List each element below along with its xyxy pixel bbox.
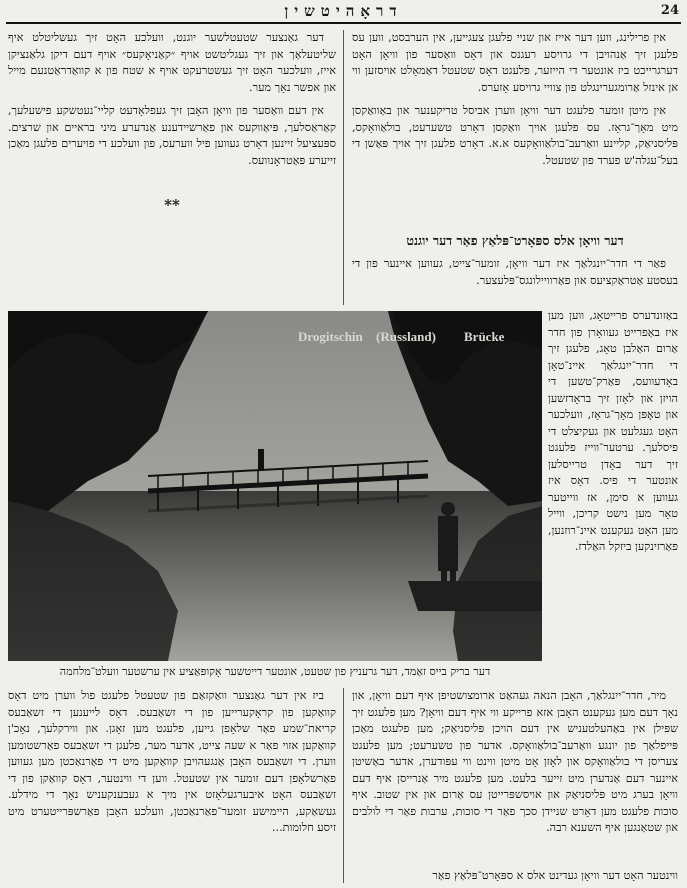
header-rule [6, 22, 681, 24]
column-divider-top [343, 30, 344, 305]
photo-caption-text-mid: (Russland) [376, 329, 436, 344]
photo-caption: דער בריק בייס זאַמד, דער גרעניץ פון שטעט, אונטער דייטשער אָקופּאַציע אין ערשטער וועלט־מלחמה [59, 665, 491, 678]
left-column-bottom [8, 688, 336, 844]
page-number: 24 [660, 3, 679, 18]
photo-boat [408, 581, 542, 611]
photo-caption-text-right: Brücke [464, 329, 505, 344]
continuation-line: ווינטער האָט דער וויאָן געדינט אלס א ספּאָרט־פּלאַץ פאַר [432, 869, 678, 882]
paragraph: אין פרילינג, ווען דער אייז און שניי פלעגן צעגייען, אין הערבסט, ווען עס פלעגן זיך אַנהויבן די גרויסע רעגנס און דאָס וואַסער פון וויאָן האָט דערגרייכט ביז אונטער די הייזער, פלעגט דאָס שטעטל דאַמאָלט אויסזען ווי אן אינזל אַרומגערינגלט פון צוויי גרויסע אָזערס. [352, 31, 678, 94]
photo-wrap-text: באַזונדערס פרייטאָג, ווען מען איז באַפרייט געוואָרן פון חדר אַרום האַלבן טאָג, פלעגן זיך די חדר־ייִנגלאַך איינ־טאָן באָדעוועס, פּאַרק־טשען די הויזן און לאָזן זיך בראָדזשען און טאָפּן מאָך־גראָז, וועלכער האָט געגלעט און געקיצלט די פיסלעך. ערטער־ווייז פלעגט זיך דער באָדן טרייסלען אונטער די פיס. דאָס איז געווען א סימן, אז ווייטער טאָר מען נישט קריכן, ווייל מען האָט געקענט איינ־רוזנען, פאַרזינקען ביזקל האַלדז. [548, 309, 678, 553]
running-head [8, 2, 679, 22]
column-divider-bottom [343, 688, 344, 883]
right-column-bottom [352, 688, 678, 844]
bridge-photo [8, 311, 542, 661]
section-break-stars: ** [164, 196, 180, 214]
photo-caption-text-left: Drogitschin [298, 329, 363, 344]
paragraph: אין דעם וואַסער פון וויאָן האָבן זיך געפלאָדעט קליי־נעטשקע פישעלעך, קאַראַסלעך, פּיאַווקעס און פאַרשיידענע אַנדערע מיני בראיים און שרצים. ספּעציעל זיינען דאָרט געווען פיל ווערעס, פון וועלכע די פויערים פלעגן מאַכן זייערע פּאַטראָנוועס. [8, 104, 336, 167]
bridge-photo-drawing [8, 311, 542, 661]
running-head-title: דראָהיטשין [284, 2, 403, 20]
section-heading: דער וויאָן אלס ספּאָרט־פּלאַץ פאַר דער יוגנט [406, 233, 624, 248]
paragraph: אין מיטן זומער פלעגט דער וויאָן ווערן אביסל טריקענער און באַוואַקסן מיט מאָך־גראָז. עס פלעגן אויך וואַקסן דאָרט טשערעט, בולאַוואָקס, פּליסניאַק, קליינע וואַרעב־בולאַוואָקעס א.א. דאָרט פלעגן זיך אויך פּאַשן די בעל־עגלה'ש פערד פון שטעטל. [352, 104, 678, 167]
paragraph: דער גאַנצער שטעטלשער יוגנט, וועלכע האָט זיך געשליטלט איף שליטעלאַך און זיך געגליטשט אויף ״קאַניאָקעס״ אויף דעם דיקן גלאַנציקן אייז, וועלכער האָט זיך געשטרעקט אויף א שטח פון א קוואַדראַטנעם מייל און אפשר נאָך מער. [8, 31, 336, 94]
right-column-top [352, 30, 678, 176]
section-intro: פאַר די חדר־ייִנגלאַך איז דער וויאָן, זומער־צייט, געווען איינער פון די בעסטע אַטראַקציעס און פאַרוויילונגס־פּלעצער. [352, 257, 678, 287]
left-column-top [8, 30, 336, 176]
paragraph: ביז אין דער גאַנצער וואַקזאַם פון שטעטל פלעגט פול ווערן מיט דאָס קוואַקען פון קראָקערייען פון די זשאַבעס. דאָס לייענען די זשאַבעס קריאת־שמע פאַר שלאָפן גייען, פלעגט מען זאָגן. און ווירקלעך, נאָכ'ן קוואַקען אזוי פאַר א שעה צייט, אדער מער, פלעגן די זשאַבעס פאַרשטומען ווערן. די זשאַבעס האָבן אַנגעהויבן קוואַקען מיט די פאַרנאַכטן מען געווען פאַרשלאָפן דעם זומער אין שטעטל. ווען די ווינטער, דאָס קוואַקן פון די זשאַבעס האָט איבערגעלאָזט אין מיך א געבענקעניש נאָך די מידלע. געשאַקע, היימישע זומער־פאַרנאַכטן, וועלכע האָבן פאַרשפּרייטערט מיט זיסע חלומות... [8, 689, 336, 834]
photo-figure-on-bridge [258, 449, 264, 471]
paragraph: מיר, חדר־ייִנגלאַך, האָבן הנאה געהאַט ארומצושטיפן איף דעם וויאָן, און נאָך דעם מען געקענט האָבן אזא פרייקע ווי איף דעם וויאָן? מען פלעגט זיך שפּילן אין באַהעלטעניש אין דעם הויכן פּליסניאַק; מען פלעגט מאַכן פּייפלאַך פון יונגע וואַרעב־בולאַוואָקס. אדער פון טשערעט; מען פלעגט צעריסן די בולאַוואָקס און לאָזן אָט מיטן ווינט ווי עפּודערן, אדער באַשיטן איינער דעם אַנדערן מיט זייער בלעט. מען פלעגט מיר אַנרייסן איף דעם וויאָן בערג מיט פּליסניאַק און אויסשפּרייטן עס אַרום און אין שטוב. איף סוכות פלעגט מען דאָרט שניידן סכך פאַר די סוכות, ערבות פאַר די לולבים און שטאַנגען איף השענא רבה. [352, 689, 678, 834]
